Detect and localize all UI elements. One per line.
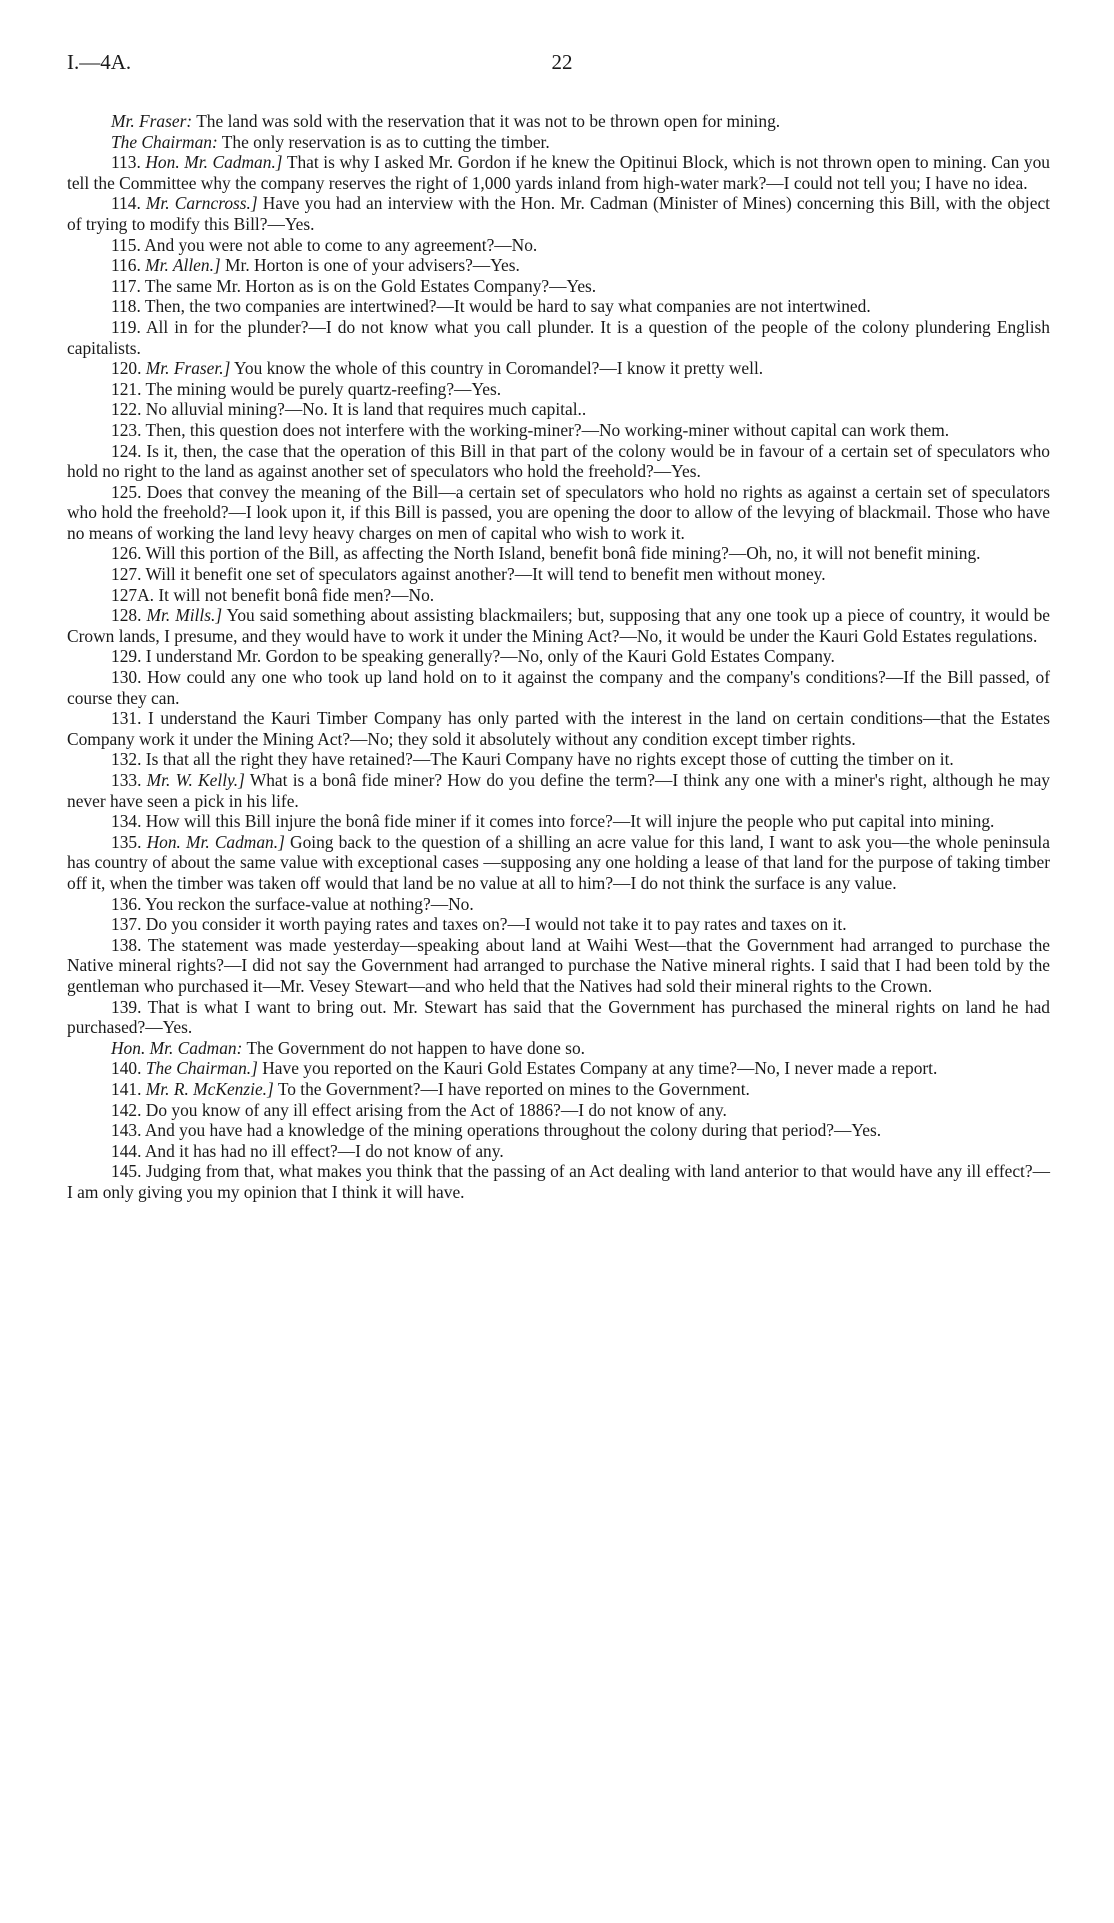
testimony-paragraph	[67, 564, 1050, 585]
testimony-paragraph	[67, 708, 1050, 749]
speaker-name: Mr. R. McKenzie.]	[145, 1078, 274, 1099]
testimony-paragraph	[67, 1058, 1050, 1079]
testimony-paragraph	[67, 296, 1050, 317]
question-number: 131.	[111, 708, 142, 729]
speaker-name: Hon. Mr. Cadman:	[111, 1037, 243, 1058]
paragraph-text: To the Government?—I have reported on mines to the Government.	[273, 1078, 750, 1099]
paragraph-text: Is it, then, the case that the operation of this Bill in that part of the colony would be in favour of a certain set of speculators who hold no right to the land as against another set of speculators who hold the freehold?—Yes.	[67, 440, 1050, 482]
paragraph-text: Have you had an interview with the Hon. Mr. Cadman (Minister of Mines) concerning this Bill, with the object of trying to modify this Bill?—Yes.	[67, 193, 1050, 234]
question-number: 123.	[111, 419, 142, 440]
testimony-paragraph	[67, 1100, 1050, 1121]
question-number: 115.	[111, 234, 141, 255]
testimony-paragraph	[67, 235, 1050, 256]
question-number: 140.	[111, 1058, 142, 1079]
testimony-paragraph	[67, 935, 1050, 997]
question-number: 125.	[111, 481, 142, 502]
page-header	[67, 52, 1057, 82]
question-number: 127A.	[111, 584, 154, 605]
question-number: 124.	[111, 440, 142, 461]
paragraph-text: It will not benefit bonâ fide men?—No.	[158, 584, 435, 605]
question-number: 137.	[111, 914, 142, 935]
paragraph-text: The same Mr. Horton as is on the Gold Estates Company?—Yes.	[144, 275, 597, 296]
paragraph-text: Have you reported on the Kauri Gold Estates Company at any time?—No, I never made a report.	[257, 1058, 938, 1079]
testimony-paragraph	[67, 193, 1050, 234]
paragraph-text: And you were not able to come to any agreement?—No.	[144, 234, 538, 255]
testimony-paragraph	[67, 317, 1050, 358]
testimony-paragraph	[67, 420, 1050, 441]
speaker-name: Mr. Carncross.]	[145, 193, 258, 214]
paragraph-text: Do you know of any ill effect arising from the Act of 1886?—I do not know of any.	[145, 1099, 727, 1120]
paragraph-text: How could any one who took up land hold on to it against the company and the company's conditions?—If the Bill passed, of course they can.	[67, 667, 1050, 708]
question-number: 144.	[111, 1140, 142, 1161]
paragraph-text: The mining would be purely quartz-reefing?—Yes.	[145, 378, 502, 399]
paragraph-text: What is a bonâ fide miner? How do you define the term?—I think any one with a miner's right, although he may never have seen a pick in his life.	[67, 770, 1050, 811]
testimony-paragraph	[67, 543, 1050, 564]
paragraph-text: And you have had a knowledge of the mining operations throughout the colony during that period?—Yes.	[144, 1120, 882, 1141]
paragraph-text: The statement was made yesterday—speaking about land at Waihi West—that the Government had arranged to purchase the Native mineral rights?—I did not say the Government had arranged to purchase the Native mineral rights. I said that I had been told by the gentleman who purchased it—Mr. Vesey Stewart—and who held that the Natives had sold their mineral rights to the Crown.	[67, 934, 1050, 996]
question-number: 126.	[111, 543, 142, 564]
paragraph-text: I understand Mr. Gordon to be speaking generally?—No, only of the Kauri Gold Estates Company.	[145, 646, 835, 667]
paragraph-text: Will it benefit one set of speculators against another?—It will tend to benefit men without money.	[145, 564, 826, 585]
question-number: 133.	[111, 770, 142, 790]
question-number: 117.	[111, 275, 141, 296]
speaker-name: Mr. Fraser.]	[145, 358, 231, 379]
testimony-paragraph	[67, 646, 1050, 667]
paragraph-text: That is why I asked Mr. Gordon if he knew the Opitinui Block, which is not thrown open to mining. Can you tell the Committee why the company reserves the right of 1,000 yards inland from high-water mark?—I could not tell you; I have no idea.	[67, 152, 1050, 193]
paragraph-text: The Government do not happen to have done so.	[242, 1037, 585, 1058]
paragraph-text: Then, this question does not interfere with the working-miner?—No working-miner without capital can work them.	[145, 419, 950, 440]
question-number: 139.	[111, 996, 142, 1017]
testimony-paragraph	[67, 605, 1050, 646]
question-number: 121.	[111, 378, 142, 399]
paragraph-text: Do you consider it worth paying rates and taxes on?—I would not take it to pay rates and taxes on it.	[145, 914, 847, 935]
paragraph-text: The land was sold with the reservation that it was not to be thrown open for mining.	[192, 111, 781, 131]
question-number: 145.	[111, 1161, 142, 1182]
testimony-paragraph	[67, 111, 1050, 132]
question-number: 127.	[111, 564, 142, 585]
testimony-paragraph	[67, 894, 1050, 915]
paragraph-text: Does that convey the meaning of the Bill—a certain set of speculators who hold no rights as against a certain set of speculators who hold the freehold?—I look upon it, if this Bill is passed, you are opening the door to allow of the levying of blackmail. Those who have no means of working the land levy heavy charges on men of capital who wish to work it.	[67, 481, 1050, 543]
paragraph-text: That is what I want to bring out. Mr. Stewart has said that the Government has purchased the mineral rights on land he had purchased?—Yes.	[67, 996, 1050, 1038]
question-number: 135.	[111, 831, 142, 852]
speaker-name: Hon. Mr. Cadman.]	[146, 831, 285, 852]
testimony-paragraph	[67, 1141, 1050, 1162]
testimony-paragraph	[67, 1120, 1050, 1141]
testimony-paragraph	[67, 482, 1050, 544]
testimony-paragraph	[67, 811, 1050, 832]
question-number: 114.	[111, 193, 141, 214]
question-number: 119.	[111, 316, 141, 337]
testimony-paragraph	[67, 770, 1050, 811]
question-number: 128.	[111, 605, 142, 626]
speaker-name: Mr. W. Kelly.]	[146, 770, 245, 790]
document-reference: I.—4A.	[67, 50, 132, 74]
testimony-paragraph	[67, 379, 1050, 400]
question-number: 136.	[111, 893, 142, 914]
paragraph-text: How will this Bill injure the bonâ fide miner if it comes into force?—It will injure the people who put capital into mining.	[145, 811, 995, 832]
question-number: 118.	[111, 296, 141, 317]
testimony-paragraph	[67, 1161, 1050, 1202]
paragraph-text: Judging from that, what makes you think that the passing of an Act dealing with land anterior to that would have any ill effect?—I am only giving you my opinion that I think it will have.	[67, 1161, 1050, 1202]
question-number: 122.	[111, 399, 142, 420]
paragraph-text: No alluvial mining?—No. It is land that requires much capital..	[145, 399, 587, 420]
paragraph-text: Mr. Horton is one of your advisers?—Yes.	[220, 255, 520, 276]
speaker-name: Mr. Fraser:	[111, 111, 193, 131]
paragraph-text: All in for the plunder?—I do not know what you call plunder. It is a question of the people of the colony plundering English capitalists.	[67, 316, 1051, 358]
testimony-paragraph	[67, 1038, 1050, 1059]
testimony-paragraph	[67, 441, 1050, 482]
testimony-paragraph	[67, 399, 1050, 420]
testimony-paragraph	[67, 255, 1050, 276]
question-number: 141.	[111, 1078, 142, 1099]
testimony-paragraph	[67, 358, 1050, 379]
question-number: 130.	[111, 667, 142, 688]
question-number: 138.	[111, 934, 142, 955]
testimony-paragraph	[67, 152, 1050, 193]
page-number: 22	[551, 50, 573, 74]
testimony-paragraph	[67, 1079, 1050, 1100]
question-number: 142.	[111, 1099, 142, 1120]
paragraph-text: Will this portion of the Bill, as affecting the North Island, benefit bonâ fide mining?—Oh, no, it will not benefit mining.	[145, 543, 981, 564]
question-number: 116.	[111, 255, 141, 276]
paragraph-text: You reckon the surface-value at nothing?—No.	[145, 893, 474, 914]
paragraph-text: Then, the two companies are intertwined?—It would be hard to say what companies are not intertwined.	[144, 296, 871, 317]
question-number: 143.	[111, 1120, 142, 1141]
testimony-paragraph	[67, 749, 1050, 770]
paragraph-text: I understand the Kauri Timber Company has only parted with the interest in the land on certain conditions—that the Estates Company work it under the Mining Act?—No; they sold it absolutely without any condition except timber rights.	[67, 708, 1050, 749]
paragraph-text: You said something about assisting blackmailers; but, supposing that any one took up a piece of country, it would be Crown lands, I presume, and they would have to work it under the Mining Act?—No, it would be under the Kauri Gold Estates regulations.	[67, 605, 1050, 646]
testimony-paragraph	[67, 585, 1050, 606]
paragraph-text: Going back to the question of a shilling an acre value for this land, I want to ask you—the whole peninsula has country of about the same value with exceptional cases —supposing any one holding a lease of that land for the purpose of taking timber off it, when the timber was taken off would that land be no value at all to him?—I do not think the surface is any value.	[67, 831, 1050, 893]
testimony-paragraph	[67, 667, 1050, 708]
paragraph-text: The only reservation is as to cutting the timber.	[217, 131, 550, 152]
speaker-name: Hon. Mr. Cadman.]	[145, 152, 283, 173]
speaker-name: Mr. Allen.]	[145, 255, 221, 276]
speaker-name: The Chairman.]	[145, 1058, 258, 1079]
testimony-paragraph	[67, 132, 1050, 153]
question-number: 134.	[111, 811, 142, 832]
transcript-body	[67, 111, 1050, 1202]
question-number: 129.	[111, 646, 142, 667]
speaker-name: The Chairman:	[111, 131, 218, 152]
speaker-name: Mr. Mills.]	[146, 605, 223, 626]
paragraph-text: And it has had no ill effect?—I do not know of any.	[144, 1140, 504, 1161]
testimony-paragraph	[67, 914, 1050, 935]
testimony-paragraph	[67, 832, 1050, 894]
paragraph-text: Is that all the right they have retained?—The Kauri Company have no rights except those of cutting the timber on it.	[145, 749, 954, 770]
question-number: 113.	[111, 152, 141, 173]
question-number: 132.	[111, 749, 142, 770]
testimony-paragraph	[67, 997, 1050, 1038]
question-number: 120.	[111, 358, 142, 379]
paragraph-text: You know the whole of this country in Coromandel?—I know it pretty well.	[230, 358, 764, 379]
testimony-paragraph	[67, 276, 1050, 297]
